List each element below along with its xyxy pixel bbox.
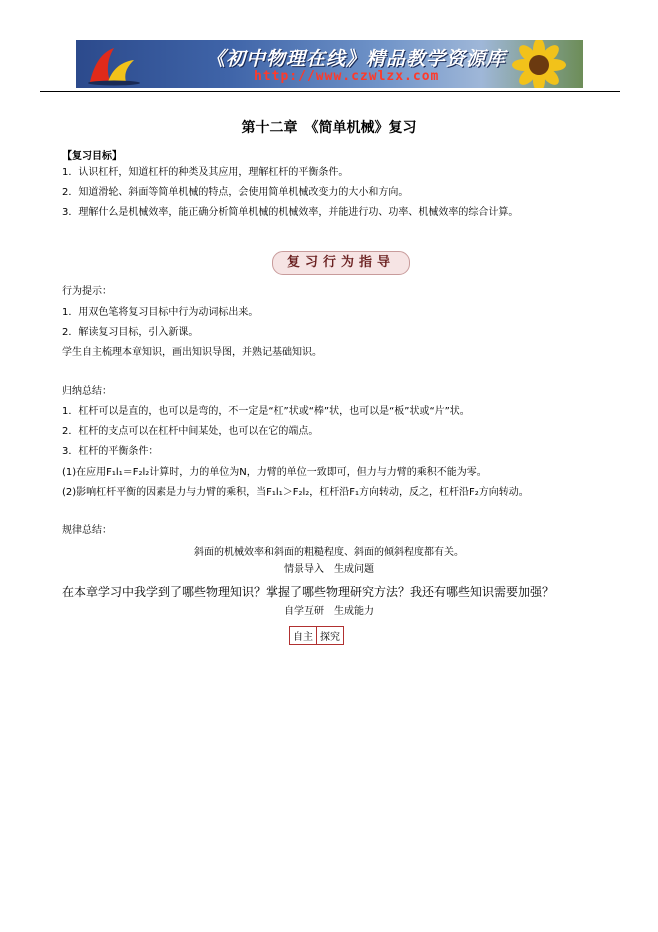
banner-title: 《初中物理在线》精品教学资源库 [206, 48, 507, 70]
tag-autonomous: 自主 [293, 632, 313, 643]
goal-item: 1．认识杠杆，知道杠杆的种类及其应用，理解杠杆的平衡条件。 [62, 167, 349, 178]
header-divider [40, 91, 620, 92]
inquiry-tags [289, 626, 344, 645]
tips-heading: 行为提示： [62, 286, 112, 297]
goal-item: 3．理解什么是机械效率，能正确分析简单机械的机械效率，并能进行功、功率、机械效率的综合计算。 [62, 207, 519, 218]
review-guidance-badge: 复习行为指导 [272, 251, 410, 275]
rule-heading: 规律总结： [62, 525, 112, 536]
goals-heading: 【复习目标】 [62, 151, 122, 162]
tip-item: 2．解读复习目标，引入新课。 [62, 327, 199, 338]
tip-item: 学生自主梳理本章知识，画出知识导图，并熟记基础知识。 [62, 347, 322, 358]
self-study-heading: 自学互研 生成能力 [284, 606, 374, 617]
summary-item: 2．杠杆的支点可以在杠杆中间某处，也可以在它的端点。 [62, 426, 319, 437]
summary-item: 3．杠杆的平衡条件： [62, 446, 159, 457]
balance-condition-1: (1)在应用F₁l₁＝F₂l₂计算时，力的单位为N，力臂的单位一致即可，但力与力臂的乘积不能为零。 [62, 467, 487, 478]
tip-item: 1．用双色笔将复习目标中行为动词标出来。 [62, 307, 259, 318]
tag-inquiry: 探究 [316, 627, 343, 644]
banner-url[interactable]: http://www.czwlzx.com [254, 69, 440, 84]
balance-condition-2: (2)影响杠杆平衡的因素是力与力臂的乘积，当F₁l₁＞F₂l₂，杠杆沿F₁方向转动，反之，杠杆沿F₂方向转动。 [62, 487, 529, 498]
goal-item: 2．知道滑轮、斜面等简单机械的特点，会使用简单机械改变力的大小和方向。 [62, 187, 409, 198]
summary-item: 1．杠杆可以是直的，也可以是弯的，不一定是“杠”状或“棒”状，也可以是“板”状或“片”状。 [62, 406, 470, 417]
scene-intro: 情景导入 生成问题 [284, 564, 374, 575]
summary-heading: 归纳总结： [62, 386, 112, 397]
rule-text: 斜面的机械效率和斜面的粗糙程度、斜面的倾斜程度都有关。 [194, 547, 464, 558]
review-question: 在本章学习中我学到了哪些物理知识？掌握了哪些物理研究方法？我还有哪些知识需要加强？ [62, 585, 555, 599]
logo-icon [84, 44, 144, 86]
page-title: 第十二章 《简单机械》复习 [241, 120, 417, 136]
header-banner [76, 40, 583, 88]
sunflower-icon [499, 40, 579, 88]
